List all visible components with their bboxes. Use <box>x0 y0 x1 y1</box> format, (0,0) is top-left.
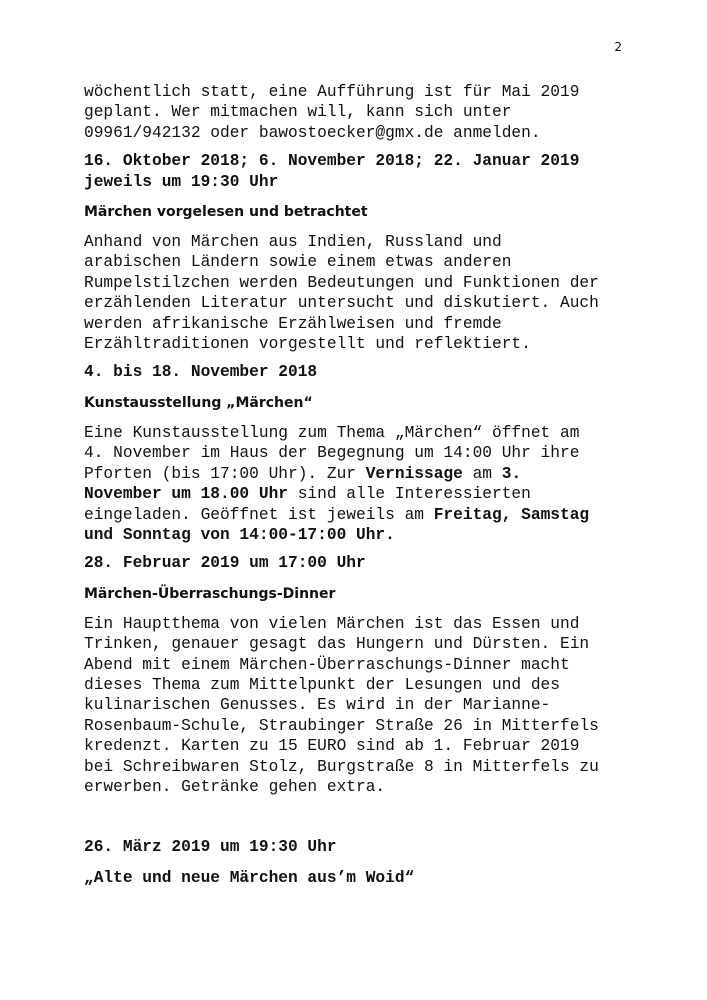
intro-line: geplant. Wer mitmachen will, kann sich unter <box>84 103 512 122</box>
body-line <box>84 464 624 484</box>
vernissage-date: November um 18.00 Uhr <box>84 485 288 504</box>
event-3-body <box>84 614 624 798</box>
page-number: 2 <box>614 40 622 54</box>
event-1-date <box>84 151 624 192</box>
event-2-body <box>84 423 624 545</box>
opening-hours: und Sonntag von 14:00-17:00 Uhr. <box>84 525 395 544</box>
page-content <box>84 82 624 888</box>
event-2-title: Kunstausstellung „Märchen“ <box>84 394 313 411</box>
body-line <box>84 484 624 504</box>
body-line: Rumpelstilzchen werden Bedeutungen und Funktionen der <box>84 273 599 292</box>
body-line: bei Schreibwaren Stolz, Burgstraße 8 in Mitterfels zu <box>84 757 599 776</box>
event-date-line: 16. Oktober 2018; 6. November 2018; 22. Januar 2019 <box>84 152 580 171</box>
event-4-date: 26. März 2019 um 19:30 Uhr <box>84 838 337 857</box>
opening-days: Freitag, Samstag <box>433 505 590 524</box>
body-line: erzählenden Literatur untersucht und diskutiert. Auch <box>84 294 599 313</box>
body-text: Pforten (bis 17:00 Uhr). Zur <box>84 464 366 483</box>
vernissage-label: Vernissage <box>365 464 463 483</box>
body-line: 4. November im Haus der Begegnung um 14:00 Uhr ihre <box>84 444 580 463</box>
body-line: kulinarischen Genusses. Es wird in der Marianne- <box>84 696 551 715</box>
body-line <box>84 505 624 525</box>
intro-line: 09961/942132 oder bawostoecker@gmx.de anmelden. <box>84 123 541 142</box>
body-line: Ein Hauptthema von vielen Märchen ist das Essen und <box>84 614 580 633</box>
body-line: erwerben. Getränke gehen extra. <box>84 777 386 796</box>
body-line: kredenzt. Karten zu 15 EURO sind ab 1. Februar 2019 <box>84 737 580 756</box>
body-text: eingeladen. Geöffnet ist jeweils am <box>84 505 434 524</box>
vernissage-date: 3. <box>501 464 522 483</box>
body-line: Rosenbaum-Schule, Straubinger Straße 26 in Mitterfels <box>84 716 599 735</box>
body-line: werden afrikanische Erzählweisen und fremde <box>84 314 502 333</box>
body-line: Anhand von Märchen aus Indien, Russland und <box>84 233 502 252</box>
event-3-date: 28. Februar 2019 um 17:00 Uhr <box>84 554 366 573</box>
body-text: sind alle Interessierten <box>288 485 531 504</box>
body-line: Eine Kunstausstellung zum Thema „Märchen“ öffnet am <box>84 423 580 442</box>
body-line: Abend mit einem Märchen-Überraschungs-Dinner macht <box>84 655 570 674</box>
intro-paragraph <box>84 82 624 143</box>
body-line: Erzähltraditionen vorgestellt und reflektiert. <box>84 335 531 354</box>
event-1-title: Märchen vorgelesen und betrachtet <box>84 204 368 221</box>
intro-line: wöchentlich statt, eine Aufführung ist für Mai 2019 <box>84 83 580 101</box>
event-3-title: Märchen-Überraschungs-Dinner <box>84 585 336 602</box>
body-line: dieses Thema zum Mittelpunkt der Lesungen und des <box>84 675 560 694</box>
body-text: am <box>462 464 502 483</box>
event-2-date: 4. bis 18. November 2018 <box>84 363 318 382</box>
event-4-title: „Alte und neue Märchen aus’m Woid“ <box>84 868 415 887</box>
body-line: arabischen Ländern sowie einem etwas anderen <box>84 253 512 272</box>
body-line: Trinken, genauer gesagt das Hungern und Dürsten. Ein <box>84 635 590 654</box>
event-1-body <box>84 232 624 354</box>
event-date-line: jeweils um 19:30 Uhr <box>84 172 279 191</box>
